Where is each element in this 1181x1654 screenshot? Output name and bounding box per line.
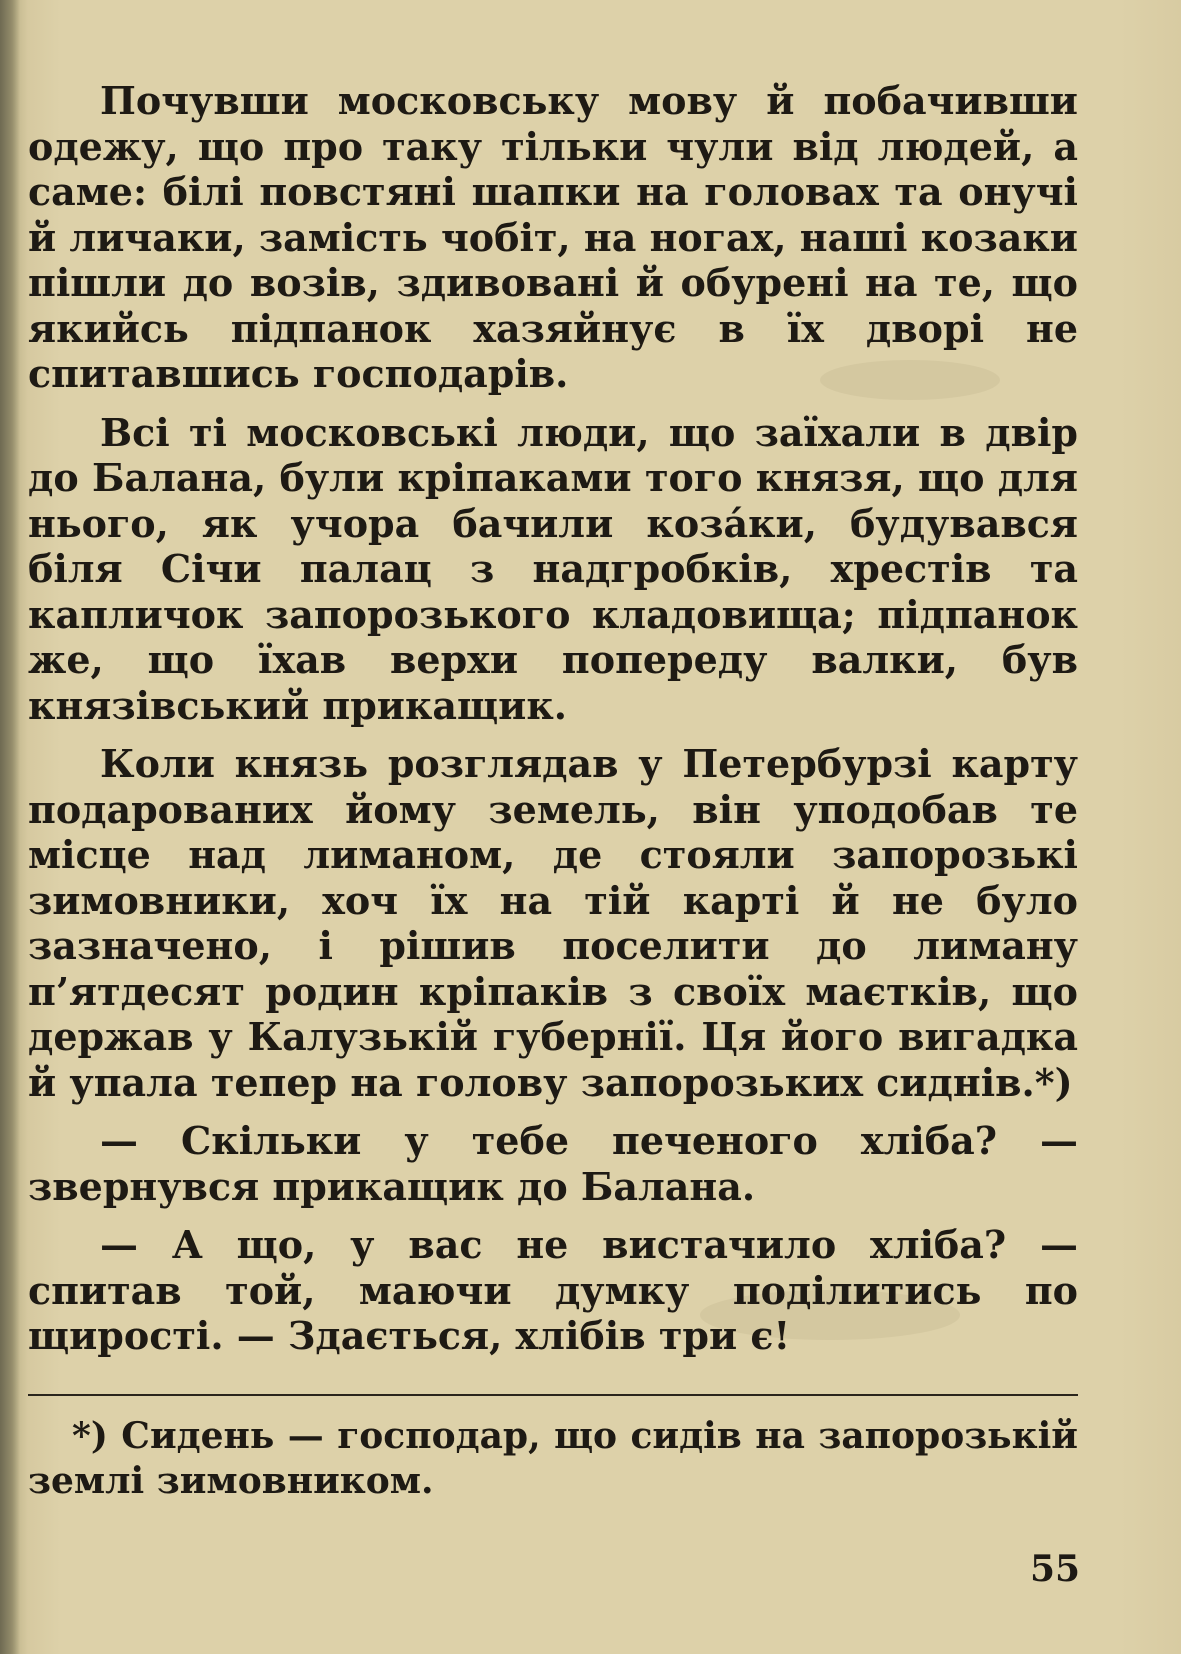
book-gutter-shadow (0, 0, 20, 1654)
main-text (28, 78, 1078, 1372)
page-number: 55 (1030, 1548, 1081, 1590)
dialogue-paragraph: — А що, у вас не вистачило хліба? — спитав той, маючи думку поділитись по щирості. — Здається, хлібів три є! (28, 1222, 1078, 1358)
footnote-divider (28, 1394, 1078, 1396)
dialogue-paragraph: — Скільки у тебе печеного хліба? — звернувся прикащик до Балана. (28, 1118, 1078, 1209)
paragraph: Почувши московську мову й побачивши одежу, що про таку тільки чули від людей, а саме: білі повстяні шапки на головах та онучі й личаки, замість чобіт, на ногах, наші козаки пішли до возів, здивовані й обурені на те, що якийсь підпанок хазяйнує в їх дворі не спитавшись господарів. (28, 78, 1078, 396)
footnote: *) Сидень — господар, що сидів на запорозькій землі зимовником. (28, 1415, 1078, 1502)
paragraph: Всі ті московські люди, що заїхали в двір до Балана, були кріпаками того князя, що для нього, як учора бачили коза́ки, будувався біля Січи палац з надгробків, хрестів та капличок запорозького кладовища; підпанок же, що їхав верхи попереду валки, був князівський прикащик. (28, 409, 1078, 728)
paragraph: Коли князь розглядав у Петербурзі карту подарованих йому земель, він уподобав те місце над лиманом, де стояли запорозькі зимовники, хоч їх на тій карті й не було зазначено, і рішив поселити до лиману п’ятдесят родин кріпаків з своїх маєтків, що держав у Калузькій губернії. Ця його вигадка й упала тепер на голову запорозьких сиднів.*) (28, 741, 1078, 1105)
